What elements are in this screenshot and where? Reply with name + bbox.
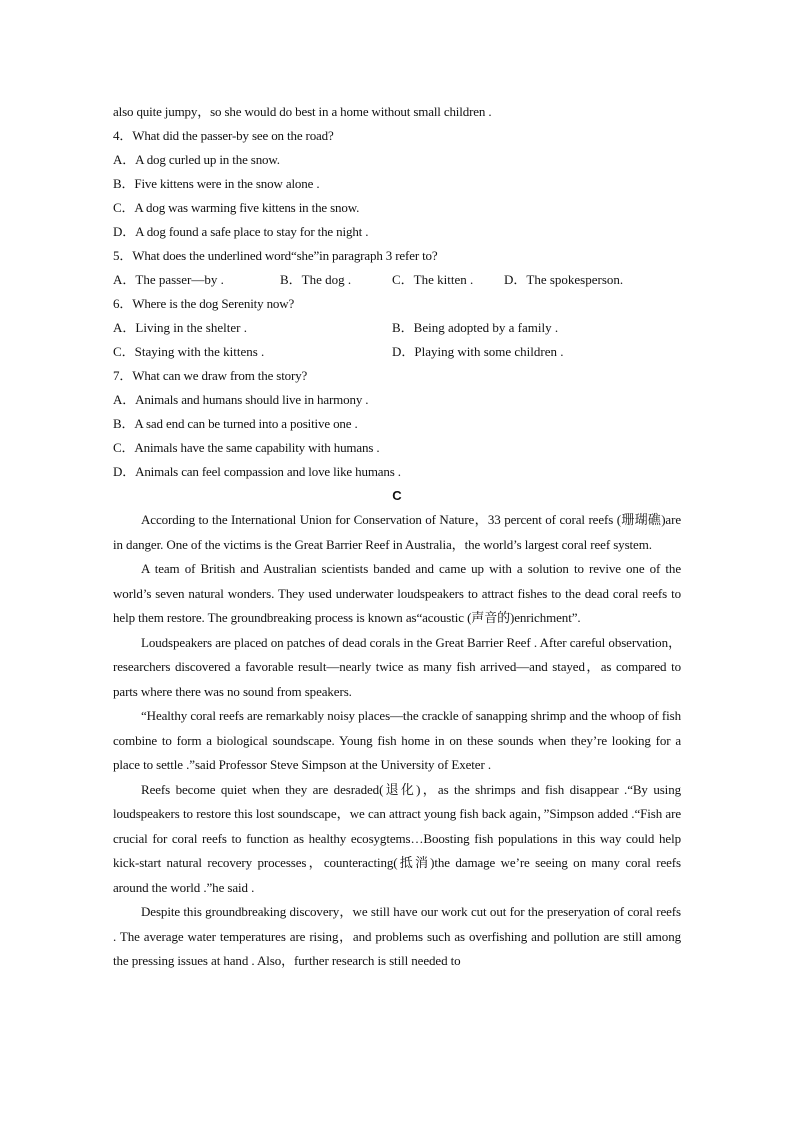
question-7-stem: 7．What can we draw from the story? [113,368,308,383]
question-5-option-c: C．The kitten . [392,272,474,287]
question-6-options-row-1 [113,316,681,340]
question-4-option-b: B．Five kittens were in the snow alone . [113,176,320,191]
question-5-option-a: A．The passer—by . [113,272,224,287]
section-c-title: C [392,488,402,503]
question-6-option-a: A．Living in the shelter . [113,320,247,335]
section-c-paragraph-5: Reefs become quiet when they are desraded(退化)，as the shrimps and fish disappear .“By using loudspeakers to restore this lost soundscape，we can attract young fish back again，”Simpson added .“Fish are crucial for coral reefs to function as healthy ecosygtems…Boosting fish populations in this way could help kick-start natural recovery processes，counteracting(抵消)the damage we’re seeing on many coral reefs around the world .”he said . [113,781,681,895]
section-c-paragraph-6: Despite this groundbreaking discovery，we still have our work cut out for the preseryation of coral reefs . The average water temperatures are rising，and problems such as overfishing and pollution are still among the pressing issues at hand . Also，further research is still needed to [113,904,681,968]
question-7-option-c: C．Animals have the same capability with humans . [113,440,380,455]
question-5-stem: 5．What does the underlined word“she”in paragraph 3 refer to? [113,248,438,263]
intro-line: also quite jumpy，so she would do best in a home without small children . [113,104,492,119]
question-7-option-d: D．Animals can feel compassion and love like humans . [113,464,401,479]
section-c-paragraph-3: Loudspeakers are placed on patches of dead corals in the Great Barrier Reef . After careful observation，researchers discovered a favorable result—nearly twice as many fish arrived—and stayed，as compared to parts where there was no sound from speakers. [113,634,681,699]
section-c-paragraph-1: According to the International Union for Conservation of Nature，33 percent of coral reefs (珊瑚礁)are in danger. One of the victims is the Great Barrier Reef in Australia，the world’s largest coral reef system. [113,512,681,552]
question-6-option-d: D．Playing with some children . [392,344,564,359]
question-6-options-row-2 [113,340,681,364]
section-c-paragraph-4: “Healthy coral reefs are remarkably noisy places—the crackle of sanapping shrimp and the whoop of fish combine to form a biological soundscape. Young fish home in on these sounds when they’re looking for a place to settle .”said Professor Steve Simpson at the University of Exeter . [113,708,681,772]
question-4-stem: 4．What did the passer-by see on the road? [113,128,334,143]
question-6-option-c: C．Staying with the kittens . [113,344,265,359]
question-5-option-d: D．The spokesperson. [504,272,624,287]
question-5-options [113,268,681,292]
question-5-option-b: B．The dog . [280,272,352,287]
section-c-paragraph-2: A team of British and Australian scientists banded and came up with a solution to revive one of the world’s seven natural wonders. They used underwater loudspeakers to attract fishes to the dead coral reefs to help them restore. The groundbreaking process is known as“acoustic (声音的)enrichment”. [113,561,681,625]
document-page [113,100,681,974]
question-4-option-d: D．A dog found a safe place to stay for the night . [113,224,369,239]
question-4-option-a: A．A dog curled up in the snow. [113,152,280,167]
question-6-option-b: B．Being adopted by a family . [392,320,559,335]
question-7-option-b: B．A sad end can be turned into a positive one . [113,416,358,431]
question-7-option-a: A．Animals and humans should live in harmony . [113,392,369,407]
question-4-option-c: C．A dog was warming five kittens in the snow. [113,200,360,215]
question-6-stem: 6．Where is the dog Serenity now? [113,296,295,311]
